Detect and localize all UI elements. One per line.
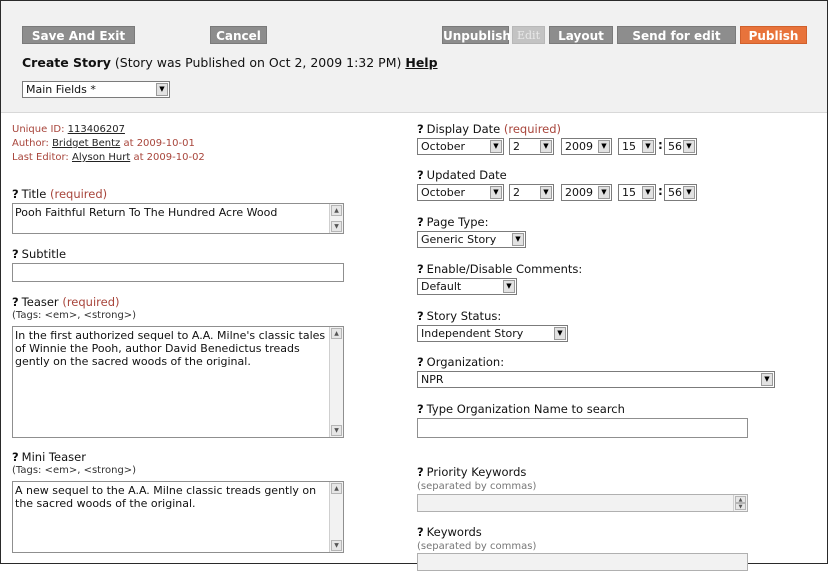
field-group-value: Main Fields * [26, 83, 96, 96]
display-month-value: October [421, 140, 466, 153]
chevron-down-icon: ▼ [540, 186, 552, 199]
required-marker: (required) [503, 122, 562, 136]
chevron-down-icon: ▼ [156, 83, 168, 96]
updated-date-label [417, 168, 507, 182]
mini-teaser-value: A new sequel to the A.A. Milne classic treads gently on the sacred woods of the original. [15, 484, 317, 510]
page-type-select[interactable] [417, 231, 526, 248]
send-for-edit-button[interactable]: Send for edit [617, 26, 736, 44]
story-status-label-text: Story Status: [426, 309, 502, 323]
chevron-down-icon: ▼ [540, 140, 552, 153]
help-link[interactable]: Help [405, 55, 438, 70]
scroll-down-icon[interactable]: ▼ [331, 540, 342, 551]
unique-id-label: Unique ID: [12, 124, 65, 135]
help-question-icon[interactable]: ? [417, 355, 424, 369]
title-label-text: Title [21, 187, 47, 201]
priority-keywords-scrollbar[interactable] [733, 495, 747, 511]
teaser-tags-hint: (Tags: <em>, <strong>) [12, 310, 137, 321]
updated-year-select[interactable] [561, 184, 612, 201]
organization-label [417, 355, 504, 369]
chevron-down-icon: ▼ [598, 140, 610, 153]
author-date: at 2009-10-01 [123, 138, 195, 149]
chevron-down-icon: ▼ [490, 140, 502, 153]
author-label: Author: [12, 138, 49, 149]
display-date-label [417, 122, 561, 136]
priority-keywords-hint: (separated by commas) [417, 481, 537, 492]
scroll-up-icon[interactable]: ▲ [331, 483, 342, 494]
story-status-label [417, 309, 501, 323]
help-question-icon[interactable]: ? [12, 295, 19, 309]
editor-label: Last Editor: [12, 152, 69, 163]
story-status-select[interactable] [417, 325, 568, 342]
org-search-input[interactable] [417, 418, 748, 438]
layout-button[interactable]: Layout [549, 26, 613, 44]
help-question-icon[interactable]: ? [417, 122, 424, 136]
help-question-icon[interactable]: ? [417, 402, 424, 416]
publish-button[interactable]: Publish [740, 26, 807, 44]
teaser-label-text: Teaser [21, 295, 59, 309]
comments-select[interactable] [417, 278, 517, 295]
organization-label-text: Organization: [426, 355, 505, 369]
story-status-value: Independent Story [421, 327, 524, 340]
updated-hour-select[interactable] [618, 184, 656, 201]
display-hour-value: 15 [622, 140, 636, 153]
display-day-value: 2 [513, 140, 520, 153]
comments-label-text: Enable/Disable Comments: [426, 262, 583, 276]
save-and-exit-button[interactable]: Save And Exit [22, 26, 135, 44]
priority-keywords-label-text: Priority Keywords [426, 465, 527, 479]
editor-date: at 2009-10-02 [133, 152, 205, 163]
display-year-select[interactable] [561, 138, 612, 155]
title-scrollbar[interactable] [329, 204, 343, 233]
organization-select[interactable] [417, 371, 775, 388]
page-type-label [417, 215, 488, 229]
help-question-icon[interactable]: ? [417, 309, 424, 323]
teaser-textarea[interactable] [12, 326, 344, 438]
field-group-select[interactable] [22, 81, 170, 98]
updated-day-value: 2 [513, 186, 520, 199]
help-question-icon[interactable]: ? [417, 525, 424, 539]
scroll-up-icon[interactable]: ▲ [735, 496, 746, 503]
time-separator: : [658, 184, 663, 198]
unpublish-button[interactable]: Unpublish [442, 26, 509, 44]
mini-teaser-textarea[interactable] [12, 481, 344, 553]
publish-status: (Story was Published on Oct 2, 2009 1:32 PM) [114, 55, 402, 70]
title-value: Pooh Faithful Return To The Hundred Acre Wood [15, 206, 278, 219]
keywords-label [417, 525, 482, 539]
keywords-hint: (separated by commas) [417, 541, 537, 552]
updated-date-label-text: Updated Date [426, 168, 507, 182]
teaser-scrollbar[interactable] [329, 327, 343, 437]
toolbar [1, 1, 827, 113]
required-marker: (required) [62, 295, 120, 309]
display-date-label-text: Display Date [426, 122, 501, 136]
display-hour-select[interactable] [618, 138, 656, 155]
editor-link[interactable]: Alyson Hurt [71, 152, 131, 163]
updated-hour-value: 15 [622, 186, 636, 199]
org-search-label-text: Type Organization Name to search [426, 402, 625, 416]
help-question-icon[interactable]: ? [417, 465, 424, 479]
display-month-select[interactable] [417, 138, 504, 155]
updated-month-value: October [421, 186, 466, 199]
updated-minute-select[interactable] [664, 184, 697, 201]
chevron-down-icon: ▼ [683, 140, 695, 153]
edit-button: Edit [512, 26, 545, 44]
updated-day-select[interactable] [509, 184, 554, 201]
display-day-select[interactable] [509, 138, 554, 155]
page-type-value: Generic Story [421, 233, 497, 246]
updated-year-value: 2009 [565, 186, 593, 199]
help-question-icon[interactable]: ? [12, 247, 19, 261]
chevron-down-icon: ▼ [642, 186, 654, 199]
mini-teaser-tags-hint: (Tags: <em>, <strong>) [12, 465, 137, 476]
updated-month-select[interactable] [417, 184, 504, 201]
subtitle-input[interactable] [12, 263, 344, 282]
mini-teaser-label [12, 450, 86, 464]
scroll-up-icon[interactable]: ▲ [331, 328, 342, 339]
org-search-label [417, 402, 625, 416]
keywords-textarea[interactable] [417, 553, 748, 571]
scroll-down-icon[interactable]: ▼ [735, 503, 746, 510]
teaser-value: In the first authorized sequel to A.A. Milne's classic tales of Winnie the Pooh, author David Benedictus treads gently on the sacred woods of the original. [15, 329, 326, 368]
help-question-icon[interactable]: ? [417, 168, 424, 182]
scroll-down-icon[interactable]: ▼ [331, 221, 342, 232]
help-question-icon[interactable]: ? [12, 450, 19, 464]
updated-minute-value: 56 [668, 186, 682, 199]
display-year-value: 2009 [565, 140, 593, 153]
help-question-icon[interactable]: ? [12, 187, 19, 201]
author-link[interactable]: Bridget Bentz [52, 138, 121, 149]
time-separator: : [658, 138, 663, 152]
unique-id-link[interactable]: 113406207 [67, 124, 125, 135]
mini-teaser-scrollbar[interactable] [329, 482, 343, 552]
page-title [22, 55, 438, 70]
scroll-up-icon[interactable]: ▲ [331, 205, 342, 216]
display-minute-value: 56 [668, 140, 682, 153]
subtitle-label [12, 247, 66, 261]
priority-keywords-textarea[interactable] [417, 494, 748, 512]
author-line [12, 138, 195, 149]
display-minute-select[interactable] [664, 138, 697, 155]
organization-value: NPR [421, 373, 444, 386]
chevron-down-icon: ▼ [503, 280, 515, 293]
scroll-down-icon[interactable]: ▼ [331, 425, 342, 436]
help-question-icon[interactable]: ? [417, 215, 424, 229]
chevron-down-icon: ▼ [490, 186, 502, 199]
teaser-label [12, 295, 120, 309]
chevron-down-icon: ▼ [554, 327, 566, 340]
chevron-down-icon: ▼ [598, 186, 610, 199]
help-question-icon[interactable]: ? [417, 262, 424, 276]
title-label [12, 187, 107, 201]
priority-keywords-label [417, 465, 526, 479]
subtitle-label-text: Subtitle [21, 247, 67, 261]
cancel-button[interactable]: Cancel [210, 26, 267, 44]
chevron-down-icon: ▼ [642, 140, 654, 153]
chevron-down-icon: ▼ [512, 233, 524, 246]
title-input[interactable] [12, 203, 344, 234]
page-type-label-text: Page Type: [426, 215, 489, 229]
chevron-down-icon: ▼ [761, 373, 773, 386]
comments-label [417, 262, 582, 276]
keywords-label-text: Keywords [426, 525, 482, 539]
page-title-text: Create Story [22, 55, 111, 70]
chevron-down-icon: ▼ [683, 186, 695, 199]
comments-value: Default [421, 280, 462, 293]
unique-id-line [12, 124, 125, 135]
mini-teaser-label-text: Mini Teaser [21, 450, 86, 464]
editor-line [12, 152, 205, 163]
required-marker: (required) [49, 187, 108, 201]
